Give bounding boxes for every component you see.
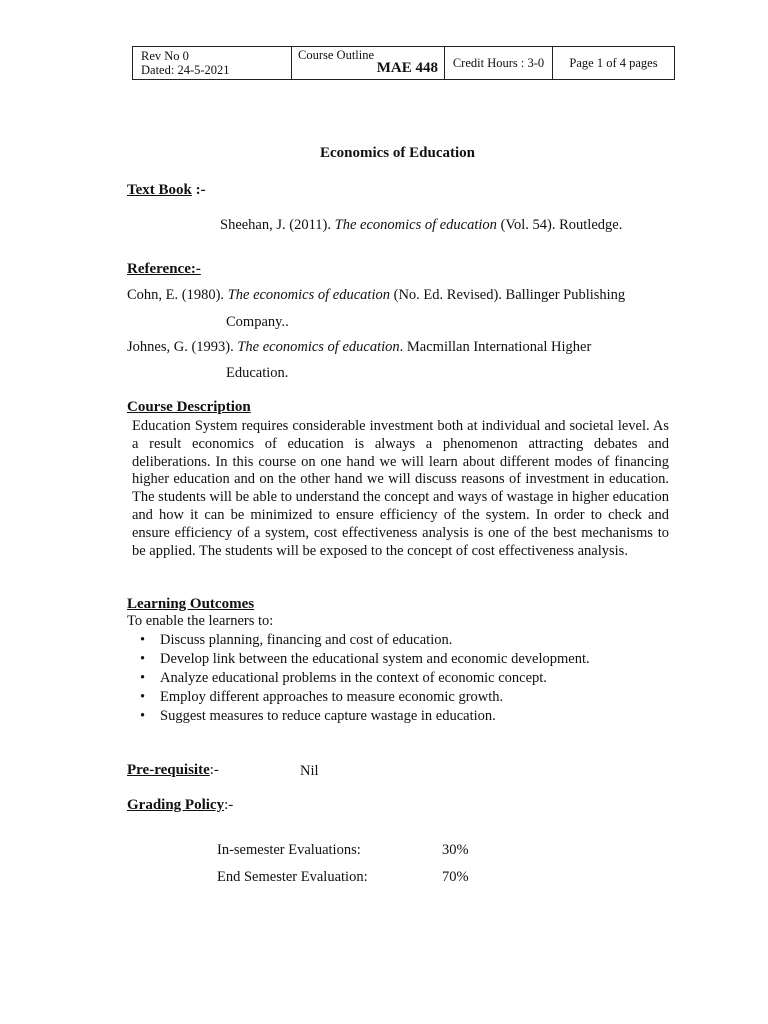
list-item: • Discuss planning, financing and cost of education. xyxy=(140,631,590,650)
reference-1-title: The economics of education xyxy=(227,287,390,303)
reference-entry-1-continued: Company.. xyxy=(226,314,289,330)
grading-row-label: End Semester Evaluation: xyxy=(217,869,368,885)
document-title: Economics of Education xyxy=(319,145,475,161)
reference-entry-2-continued: Education. xyxy=(226,365,289,381)
course-code: MAE 448 xyxy=(376,60,438,76)
list-item: • Develop link between the educational system and economic development. xyxy=(140,650,590,669)
grading-row-value: 70% xyxy=(442,869,469,885)
learning-outcomes-intro: To enable the learners to: xyxy=(127,613,274,629)
grading-policy-heading: Grading Policy xyxy=(127,797,225,813)
prerequisite-suffix: :- xyxy=(209,762,219,778)
textbook-entry-publisher: (Vol. 54). Routledge. xyxy=(496,217,623,233)
reference-1-publisher: (No. Ed. Revised). Ballinger Publishing xyxy=(389,287,626,303)
course-description-text: Education System requires considerable investment both at individual and societal level. As a result economics of education is always a phenomenon attracting debates and deliberations. In this course on one hand we will learn about different modes of financing higher education and on the other hand we will discuss reasons of investment in education. The students will be able to understand the concept and ways of wastage in higher education and how it can be minimized to ensure efficiency of the system. In order to check and ensure efficiency of a system, cost effectiveness analysis is one of the best mechanisms to be applied. The students will be exposed to the concept of cost effectiveness analysis. xyxy=(132,418,669,559)
course-outline-cell xyxy=(292,47,445,79)
revision-number: Rev No 0 xyxy=(141,49,189,63)
reference-1-author: Cohn, E. (1980). xyxy=(127,287,228,303)
reference-2-publisher: . Macmillan International Higher xyxy=(399,339,592,355)
page-count: Page 1 of 4 pages xyxy=(569,55,658,70)
document-header-table xyxy=(132,46,675,80)
reference-2-author: Johnes, G. (1993). xyxy=(127,339,238,355)
reference-heading: Reference:- xyxy=(127,261,201,277)
revision-cell xyxy=(133,47,292,79)
list-item: • Employ different approaches to measure economic growth. xyxy=(140,688,590,707)
grading-row-value: 30% xyxy=(442,842,469,858)
textbook-entry-title: The economics of education xyxy=(334,217,497,233)
textbook-entry-author: Sheehan, J. (2011). xyxy=(220,217,335,233)
prerequisite-value: Nil xyxy=(300,763,319,779)
course-description-heading: Course Description xyxy=(127,399,251,415)
page-count-cell xyxy=(553,47,674,79)
course-outline-label: Course Outline xyxy=(298,48,375,62)
prerequisite-heading: Pre-requisite xyxy=(127,762,210,778)
textbook-section-heading xyxy=(127,182,206,199)
list-item: • Suggest measures to reduce capture wastage in education. xyxy=(140,707,590,726)
reference-entry-2 xyxy=(127,339,591,356)
prerequisite-label xyxy=(127,762,219,779)
reference-2-title: The economics of education xyxy=(237,339,400,355)
textbook-heading: Text Book xyxy=(127,182,192,198)
reference-entry-1 xyxy=(127,287,625,304)
list-item: • Analyze educational problems in the context of economic concept. xyxy=(140,669,590,688)
learning-outcomes-list xyxy=(140,631,590,726)
textbook-heading-suffix: :- xyxy=(191,182,206,198)
credit-hours: Credit Hours : 3-0 xyxy=(452,55,545,70)
credit-hours-cell xyxy=(445,47,553,79)
grading-policy-suffix: :- xyxy=(224,797,234,813)
learning-outcomes-heading: Learning Outcomes xyxy=(127,596,255,612)
grading-row-label: In-semester Evaluations: xyxy=(217,842,361,858)
grading-policy-label xyxy=(127,797,233,814)
textbook-entry xyxy=(220,217,622,234)
revision-date: Dated: 24-5-2021 xyxy=(141,63,230,77)
